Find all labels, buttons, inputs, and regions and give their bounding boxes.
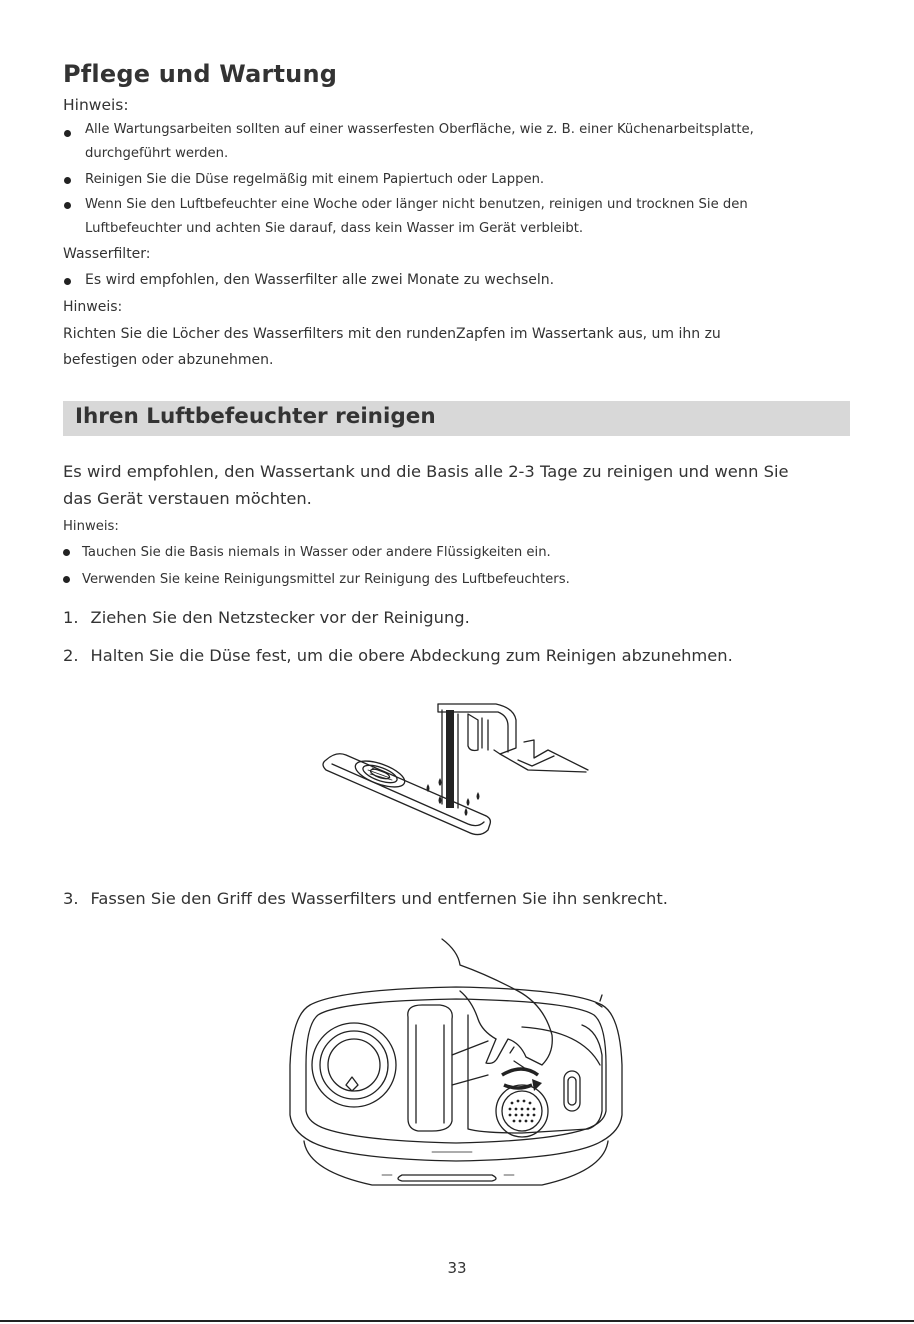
- note2-line1: Richten Sie die Löcher des Wasserfilters mit den rundenZapfen im Wassertank aus, um ihn zu: [63, 326, 721, 342]
- section-header: [63, 401, 850, 436]
- clean-bullet-2: Verwenden Sie keine Reinigungsmittel zur Reinigung des Luftbefeuchters.: [82, 572, 570, 587]
- filter-bullet: Es wird empfohlen, den Wasserfilter alle zwei Monate zu wechseln.: [85, 272, 555, 288]
- care-bullet-3: Wenn Sie den Luftbefeuchter eine Woche oder länger nicht benutzen, reinigen und trocknen Sie den Luftbefeuchter und achten Sie darauf, dass kein Wasser im Gerät verbleibt.: [85, 197, 748, 236]
- bottom-rule: [0, 1320, 914, 1322]
- clean-note-label: Hinweis:: [63, 519, 119, 534]
- bullet-dot: [64, 177, 71, 184]
- bullet-dot: [64, 130, 71, 137]
- page-title: Pflege und Wartung: [63, 60, 338, 88]
- bullet-dot: [63, 576, 70, 583]
- bullet-dot: [64, 202, 71, 209]
- note2-line2: befestigen oder abzunehmen.: [63, 352, 274, 368]
- care-bullet-1: Alle Wartungsarbeiten sollten auf einer wasserfesten Oberfläche, wie z. B. einer Küchenarbeitsplatte, durchgeführt werden.: [85, 122, 754, 161]
- note2-label: Hinweis:: [63, 299, 123, 315]
- section-title: Ihren Luftbefeuchter reinigen: [75, 404, 436, 429]
- filter-label: Wasserfilter:: [63, 246, 151, 262]
- care-bullet-2: Reinigen Sie die Düse regelmäßig mit einem Papiertuch oder Lappen.: [85, 172, 545, 187]
- water-filter-removal-illustration: [282, 935, 632, 1195]
- bullet-dot: [64, 278, 71, 285]
- clean-bullet-1: Tauchen Sie die Basis niemals in Wasser oder andere Flüssigkeiten ein.: [82, 545, 551, 560]
- intro-paragraph: Es wird empfohlen, den Wassertank und die Basis alle 2-3 Tage zu reinigen und wenn Sie das Gerät verstauen möchten.: [63, 462, 789, 508]
- step-3: 3. Fassen Sie den Griff des Wasserfilters und entfernen Sie ihn senkrecht.: [63, 889, 668, 908]
- bullet-dot: [63, 549, 70, 556]
- step-2: 2. Halten Sie die Düse fest, um die obere Abdeckung zum Reinigen abzunehmen.: [63, 646, 733, 665]
- step-1: 1. Ziehen Sie den Netzstecker vor der Reinigung.: [63, 608, 470, 627]
- note-label: Hinweis:: [63, 96, 129, 114]
- page-number: 33: [447, 1259, 467, 1277]
- nozzle-cover-illustration: [318, 700, 598, 850]
